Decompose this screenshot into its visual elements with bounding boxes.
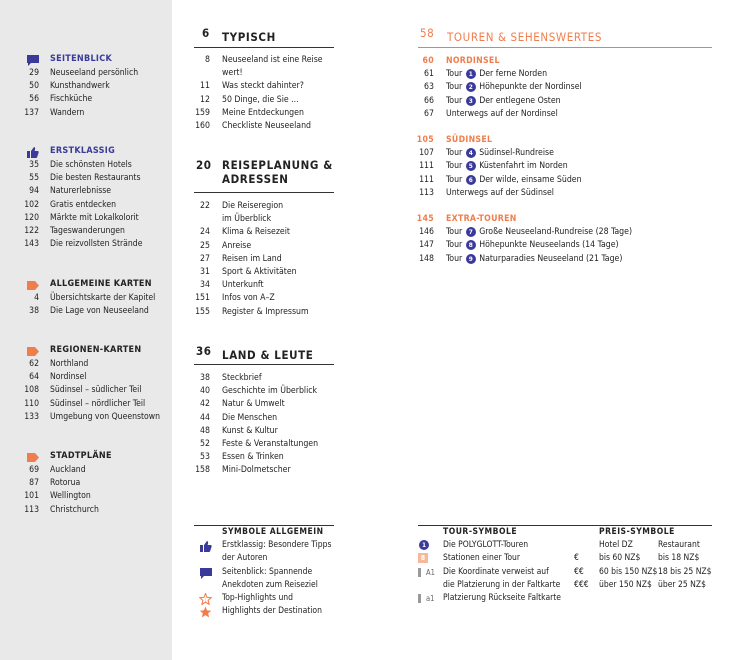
toc-item[interactable]: 151 Infos von A–Z [195,293,275,304]
toc-item[interactable]: 27 Reisen im Land [200,253,282,264]
tour-item[interactable]: 147 Tour 8 Höhepunkte Neuseelands (14 Tage) [419,240,619,251]
list-item[interactable]: 64 Nordinsel [29,372,87,383]
list-item[interactable]: 69 Auckland [29,465,86,475]
sidebar-section-title: REGIONEN-KARTEN [50,345,142,355]
sidebar-section-seitenblick [0,54,172,120]
toc-item[interactable]: 159 Meine Entdeckungen [195,107,304,118]
tour-badge-icon: 9 [466,254,476,264]
toc-item[interactable]: 48 Kunst & Kultur [200,425,278,436]
list-item[interactable]: 122 Tageswanderungen [24,225,125,236]
list-item[interactable]: 55 Die besten Restaurants [29,173,141,184]
map-coordinate-icon [418,568,421,577]
sidebar-section-regionen-karten [0,345,172,424]
tour-badge-icon: 1 [466,69,476,79]
list-item[interactable]: 87 Rotorua [29,478,81,489]
list-item[interactable]: 38 Die Lage von Neuseeland [29,306,149,317]
list-item[interactable]: 29 Neuseeland persönlich [29,68,139,78]
toc-item[interactable]: 53 Essen & Trinken [200,452,284,463]
list-item[interactable]: 101 Wellington [24,491,91,502]
tour-item[interactable]: 111 Tour 5 Küstenfahrt im Norden [419,161,568,172]
coordinate-label: a1 [426,594,435,604]
legend-preis-symbole [574,526,714,592]
map-tag-icon [27,452,39,463]
toc-item[interactable]: 42 Natur & Umwelt [200,399,285,410]
toc-item[interactable]: 44 Die Menschen [200,412,278,423]
tour-item[interactable]: 107 Tour 4 Südinsel-Rundreise [419,148,554,159]
toc-item[interactable]: 67 Unterwegs auf der Nordinsel [424,108,558,119]
list-item[interactable]: 120 Märkte mit Lokalkolorit [24,212,139,223]
tour-badge-icon: 3 [466,96,476,106]
legend-text: Highlights der Destination [222,606,322,617]
price-row: €€ 60 bis 150 NZ$ 18 bis 25 NZ$ [574,566,712,577]
thumbs-up-icon [27,147,39,158]
list-item[interactable]: 143 Die reizvollsten Strände [24,239,143,250]
legend-symbole-allgemein [196,526,346,618]
sidebar-section-stadtplaene [0,451,172,517]
legend-text: Stationen einer Tour [443,553,521,564]
legend-title: SYMBOLE ALLGEMEIN [222,527,324,537]
toc-section-reiseplanung: 20 REISEPLANUNG & ADRESSEN 22 Die Reiseregion im Überblick 24 Klima & Reisezeit 25 Anreise 27 Reisen im Land 31 Sport & Aktivitäten 34 Unterkunft 151 Infos von A–Z 155 Register & Impressum [194,158,334,319]
section-number: 58 [420,26,435,40]
toc-item[interactable]: 8 Neuseeland ist eine Reise [205,55,323,65]
list-item[interactable]: 102 Gratis entdecken [24,199,117,210]
speech-bubble-icon [200,568,212,579]
sidebar-section-erstklassig [0,146,172,251]
toc-item[interactable]: 160 Checkliste Neuseeland [195,121,312,132]
station-badge-icon: 8 [418,553,428,563]
section-title: TYPISCH [222,30,276,44]
price-column-restaurant: Restaurant [658,540,700,551]
coordinate-label: A1 [426,567,435,577]
list-item[interactable]: 110 Südinsel – nördlicher Teil [24,398,146,409]
list-item[interactable]: 113 Christchurch [24,504,99,515]
legend-text: Seitenblick: Spannende [222,566,313,577]
map-coordinate-icon [418,594,421,603]
legend-text: die Platzierung in der Faltkarte [443,579,561,590]
legend-title: PREIS-SYMBOLE [599,527,675,537]
tour-item[interactable]: 66 Tour 3 Der entlegene Osten [424,95,561,106]
toc-item[interactable]: im Überblick [222,214,272,225]
legend-text: Anekdoten zum Reiseziel [222,579,318,590]
tour-item[interactable]: 61 Tour 1 Der ferne Norden [424,69,548,80]
list-item[interactable]: 108 Südinsel – südlicher Teil [24,385,142,396]
tour-badge-icon: 5 [466,161,476,171]
legend-title: TOUR-SYMBOLE [443,527,518,537]
tour-item[interactable]: 146 Tour 7 Große Neuseeland-Rundreise (28 Tage) [419,227,632,238]
tour-item[interactable]: 111 Tour 6 Der wilde, einsame Süden [419,174,582,185]
toc-item[interactable]: 12 50 Dinge, die Sie ... [200,94,299,105]
section-title: REISEPLANUNG & [222,158,333,172]
toc-item[interactable]: 155 Register & Impressum [195,306,309,317]
legend-text: Top-Highlights und [222,593,294,604]
toc-item[interactable]: 25 Anreise [200,240,252,251]
toc-item[interactable]: 38 Steckbrief [200,373,262,383]
list-item[interactable]: 62 Northland [29,359,89,369]
toc-subheading-suedinsel[interactable]: 105 SÜDINSEL [416,135,493,146]
sidebar-section-title: ALLGEMEINE KARTEN [50,279,152,289]
toc-item[interactable]: 158 Mini-Dolmetscher [195,465,291,476]
map-tag-icon [27,280,39,291]
list-item[interactable]: 50 Kunsthandwerk [29,81,110,92]
tour-item[interactable]: 148 Tour 9 Naturparadies Neuseeland (21 Tage) [419,253,623,264]
tour-item[interactable]: 63 Tour 2 Höhepunkte der Nordinsel [424,82,582,93]
section-title: TOUREN & SEHENSWERTES [447,30,603,44]
tour-badge-icon: 1 [419,540,429,550]
legend-text: der Autoren [222,553,268,564]
list-item[interactable]: 137 Wandern [24,107,85,118]
tour-badge-icon: 7 [466,227,476,237]
toc-item[interactable]: 113 Unterwegs auf der Südinsel [419,187,554,198]
toc-item[interactable]: 34 Unterkunft [200,280,264,291]
price-row: € bis 60 NZ$ bis 18 NZ$ [574,553,700,564]
star-icon [199,606,212,618]
toc-item[interactable]: 24 Klima & Reisezeit [200,227,290,238]
tour-badge-icon: 2 [466,82,476,92]
toc-section-touren [418,26,712,266]
toc-item[interactable]: 31 Sport & Aktivitäten [200,267,297,278]
legend-tour-symbole [418,526,578,605]
legend-text: Erstklassig: Besondere Tipps [222,540,332,551]
list-item[interactable]: 35 Die schönsten Hotels [29,160,132,170]
toc-section-land-leute: 36 LAND & LEUTE 38 Steckbrief 40 Geschichte im Überblick 42 Natur & Umwelt 44 Die Menschen 48 Kunst & Kultur 52 Feste & Veranstaltungen 53 Essen & Trinken 158 Mini-Dolmetscher [194,344,334,478]
toc-item[interactable]: 40 Geschichte im Überblick [200,386,318,397]
list-item[interactable]: 133 Umgebung von Queenstown [24,411,161,422]
list-item[interactable]: 56 Fischküche [29,94,93,105]
toc-section-typisch: 6 TYPISCH 8 Neuseeland ist eine Reise wert! 11 Was steckt dahinter? 12 50 Dinge, die Sie ... 159 Meine Entdeckungen 160 Checkliste Neuseeland [194,26,334,133]
speech-bubble-icon [27,55,39,66]
thumbs-up-icon [200,541,212,552]
price-row: €€€ über 150 NZ$ über 25 NZ$ [574,579,706,590]
toc-item[interactable]: 11 Was steckt dahinter? [200,81,304,92]
legend-text: Platzierung Rückseite Faltkarte [443,593,561,604]
toc-item[interactable]: wert! [222,68,243,79]
star-outline-icon [199,593,212,605]
svg-text:!: ! [204,597,207,603]
toc-item[interactable]: 22 Die Reiseregion [200,201,284,211]
legend-text: Die POLYGLOTT-Touren [443,540,529,551]
list-item[interactable]: 94 Naturerlebnisse [29,186,112,197]
price-column-hotel: Hotel DZ [599,540,633,551]
sidebar-section-allgemeine-karten [0,279,172,318]
sidebar-section-title: STADTPLÄNE [50,451,112,461]
sidebar-section-title: SEITENBLICK [50,54,113,64]
legend-text: Die Koordinate verweist auf [443,566,549,577]
sidebar [0,0,172,660]
map-tag-icon [27,346,39,357]
toc-subheading-nordinsel[interactable]: 60 NORDINSEL [422,56,500,66]
tour-badge-icon: 4 [466,148,476,158]
list-item[interactable]: 4 Übersichtskarte der Kapitel [34,293,156,303]
toc-subheading-extra-touren[interactable]: 145 EXTRA-TOUREN [416,214,517,225]
tour-badge-icon: 8 [466,240,476,250]
toc-item[interactable]: 52 Feste & Veranstaltungen [200,439,319,450]
section-title: LAND & LEUTE [222,348,314,362]
section-title-line2: ADRESSEN [222,172,289,186]
sidebar-section-title: ERSTKLASSIG [50,146,116,156]
tour-badge-icon: 6 [466,175,476,185]
